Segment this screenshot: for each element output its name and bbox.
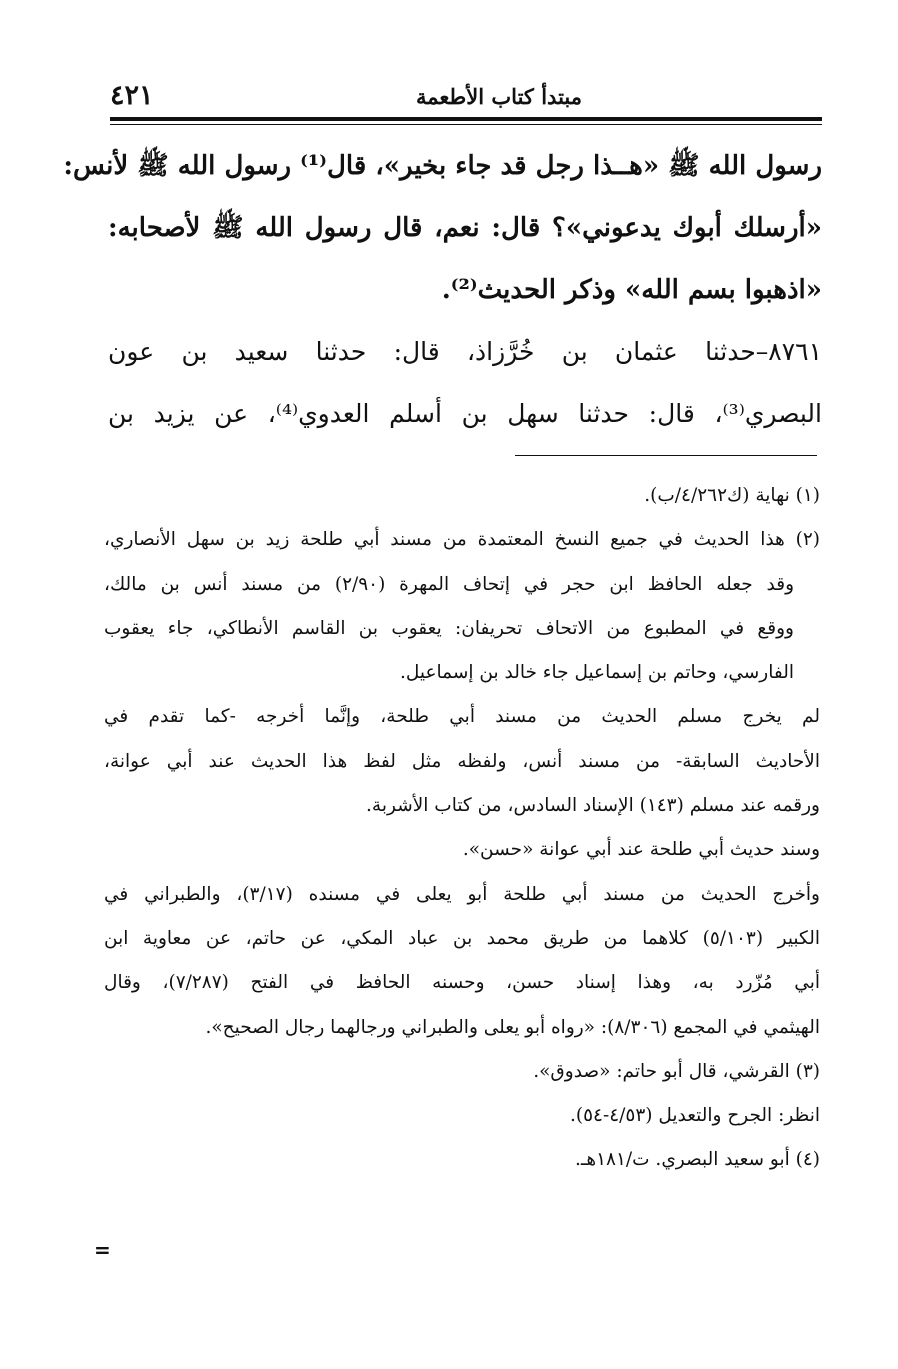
header-rule-thick	[110, 117, 822, 121]
footnote-line: (٢) هذا الحديث في جميع النسخ المعتمدة من مسند أبي طلحة زيد بن سهل الأنصاري،	[104, 529, 820, 551]
footnote-line: وقد جعله الحافظ ابن حجر في إتحاف المهرة (٢/٩٠) من مسند أنس بن مالك،	[104, 573, 795, 595]
footnote-line: (٤) أبو سعيد البصري. ت/١٨١هـ.	[575, 1149, 820, 1171]
main-line: «أرسلك أبوك يدعوني»؟ قال: نعم، قال رسول الله ﷺ لأصحابه:	[108, 213, 823, 243]
footnote-line: ووقع في المطبوع من الاتحاف تحريفان: يعقوب بن القاسم الأنطاكي، جاء يعقوب	[104, 617, 794, 639]
footnote-line: أبي مُزّرد به، وهذا إسناد حسن، وحسنه الحافظ في الفتح (٧/٢٨٧)، وقال	[104, 972, 820, 994]
main-line: البصري⁽³⁾، قال: حدثنا سهل بن أسلم العدوي⁽⁴⁾، عن يزيد بن	[108, 399, 822, 428]
footnote-line: الأحاديث السابقة- من مسند أنس، ولفظه مثل لفظ هذا الحديث عند أبي عوانة،	[104, 750, 820, 772]
footnote-line: لم يخرج مسلم الحديث من مسند أبي طلحة، وإنَّما أخرجه -كما تقدم في	[104, 706, 820, 728]
footnote-line: ورقمه عند مسلم (١٤٣) الإسناد السادس، من كتاب الأشربة.	[366, 795, 820, 817]
footnote-line: وسند حديث أبي طلحة عند أبي عوانة «حسن».	[462, 839, 820, 861]
continuation-mark: =	[94, 1238, 111, 1262]
page-number: ٤٢١	[110, 80, 154, 111]
main-text	[63, 135, 823, 445]
main-line: رسول الله ﷺ «هــذا رجل قد جاء بخير»، قال⁽¹⁾ رسول الله ﷺ لأنس:	[63, 151, 822, 181]
chapter-title: مبتدأ كتاب الأطعمة	[416, 84, 582, 109]
footnotes	[104, 474, 820, 1183]
footnote-line: انظر: الجرح والتعديل (٤/٥٣-٥٤).	[569, 1105, 820, 1127]
main-line: ٨٧٦١–حدثنا عثمان بن خُرَّزاذ، قال: حدثنا سعيد بن عون	[108, 337, 822, 366]
footnote-line: الفارسي، وحاتم بن إسماعيل جاء خالد بن إسماعيل.	[400, 662, 794, 684]
footnote-separator	[515, 455, 817, 456]
footnote-line: وأخرج الحديث من مسند أبي طلحة أبو يعلى في مسنده (٣/١٧)، والطبراني في	[104, 883, 820, 905]
main-line: «اذهبوا بسم الله» وذكر الحديث⁽²⁾.	[441, 275, 822, 305]
running-header	[110, 82, 822, 116]
footnote-line: الكبير (٥/١٠٣) كلاهما من طريق محمد بن عباد المكي، عن حاتم، عن معاوية ابن	[104, 927, 820, 949]
header-rule-thin	[110, 124, 822, 125]
footnote-line: (٣) القرشي، قال أبو حاتم: «صدوق».	[533, 1060, 820, 1082]
footnote-line: (١) نهاية (ك٤/٢٦٢/ب).	[644, 485, 820, 506]
footnote-line: الهيثمي في المجمع (٨/٣٠٦): «رواه أبو يعلى والطبراني ورجالهما رجال الصحيح».	[205, 1016, 820, 1038]
